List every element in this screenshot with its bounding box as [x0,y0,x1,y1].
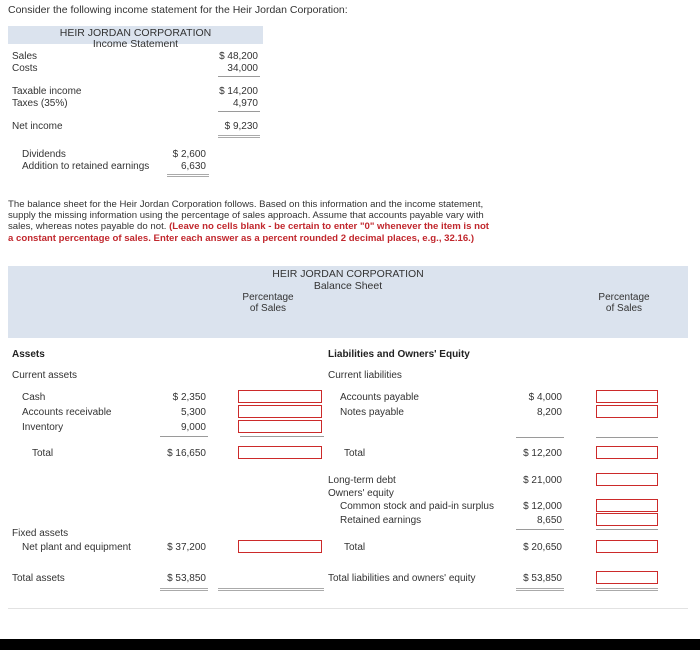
total-le-label: Total liabilities and owners' equity [328,573,476,584]
pct-header-line2: of Sales [605,303,643,314]
double-rule [516,588,564,591]
is-company: HEIR JORDAN CORPORATION [59,27,212,39]
is-title: Income Statement [92,38,179,50]
np-value: 8,200 [536,407,562,418]
oe-total-label: Total [344,542,366,553]
cash-label: Cash [22,392,46,403]
re-value: 8,650 [536,515,562,526]
rule [516,529,564,530]
total-le-value: $ 53,850 [523,573,562,584]
rule [218,76,260,77]
ar-label: Accounts receivable [22,407,112,418]
inventory-value: 9,000 [180,422,206,433]
rule [596,529,658,530]
ltd-label: Long-term debt [328,475,396,486]
pct-header-line1: Percentage [242,292,294,303]
instructions [8,199,491,244]
total-assets-label: Total assets [12,573,65,584]
net-plant-label: Net plant and equipment [22,542,131,553]
np-label: Notes payable [340,407,404,418]
rule [160,436,208,437]
taxes-value: 4,970 [232,98,258,109]
intro-text: Consider the following income statement for the Heir Jordan Corporation: [8,4,348,16]
instructions-text: The balance sheet for the Heir Jordan Corporation follows. Based on this information and the income statement, supply the missing information using the percentage of sales approach. Assume that accounts payable vary with sales, whereas notes payable do not. [8,199,484,233]
pct-header-left [228,292,308,314]
costs-label: Costs [12,63,38,74]
assets-header: Assets [12,349,45,360]
double-rule [218,588,324,591]
re-pct-input[interactable] [596,513,658,526]
rule [596,437,658,438]
total-current-assets-value: $ 16,650 [167,448,206,459]
net-income-label: Net income [12,121,63,132]
taxable-label: Taxable income [12,86,82,97]
np-pct-input[interactable] [596,405,658,418]
liabilities-header: Liabilities and Owners' Equity [328,349,470,360]
total-current-assets-pct-input[interactable] [238,446,322,459]
sales-label: Sales [12,51,38,62]
pct-header-right [584,292,664,314]
oe-total-value: $ 20,650 [523,542,562,553]
current-liabilities-label: Current liabilities [328,370,402,381]
separator [8,608,688,609]
total-le-pct-input[interactable] [596,571,658,584]
bottom-bar [0,639,700,650]
cash-value: $ 2,350 [172,392,206,403]
double-rule [167,174,209,177]
rule [240,436,324,437]
taxable-value: $ 14,200 [219,86,258,97]
oe-total-pct-input[interactable] [596,540,658,553]
double-rule [218,135,260,138]
cash-pct-input[interactable] [238,390,322,403]
pct-header-line2: of Sales [249,303,287,314]
double-rule [596,588,658,591]
sales-value: $ 48,200 [219,51,258,62]
total-current-liab-pct-input[interactable] [596,446,658,459]
ltd-value: $ 21,000 [523,475,562,486]
cs-label: Common stock and paid-in surplus [340,501,494,512]
inventory-label: Inventory [22,422,64,433]
dividends-value: $ 2,600 [172,149,206,160]
ltd-pct-input[interactable] [596,473,658,486]
ar-value: 5,300 [180,407,206,418]
addition-label: Addition to retained earnings [22,161,150,172]
cs-value: $ 12,000 [523,501,562,512]
cs-pct-input[interactable] [596,499,658,512]
net-plant-value: $ 37,200 [167,542,206,553]
taxes-label: Taxes (35%) [12,98,68,109]
inventory-pct-input[interactable] [238,420,322,433]
owners-equity-label: Owners' equity [328,488,394,499]
bs-title: Balance Sheet [313,280,383,292]
pct-header-line1: Percentage [598,292,650,303]
total-assets-value: $ 53,850 [167,573,206,584]
rule [516,437,564,438]
costs-value: 34,000 [227,63,258,74]
fixed-assets-label: Fixed assets [12,528,69,539]
total-current-assets-label: Total [32,448,54,459]
dividends-label: Dividends [22,149,66,160]
ap-value: $ 4,000 [528,392,562,403]
ap-pct-input[interactable] [596,390,658,403]
addition-value: 6,630 [180,161,206,172]
net-plant-pct-input[interactable] [238,540,322,553]
total-current-liab-value: $ 12,200 [523,448,562,459]
net-income-value: $ 9,230 [224,121,258,132]
total-current-liab-label: Total [344,448,366,459]
bs-company: HEIR JORDAN CORPORATION [272,268,424,280]
ar-pct-input[interactable] [238,405,322,418]
instructions-emphasis: (Leave no cells blank - be certain to enter "0" whenever the item is not a constant percentage of sales. Enter each answer as a percent rounded 2 decimal places, e.g., 32.16.) [8,221,489,244]
re-label: Retained earnings [340,515,422,526]
current-assets-label: Current assets [12,370,78,381]
ap-label: Accounts payable [340,392,419,403]
double-rule [160,588,208,591]
rule [218,111,260,112]
